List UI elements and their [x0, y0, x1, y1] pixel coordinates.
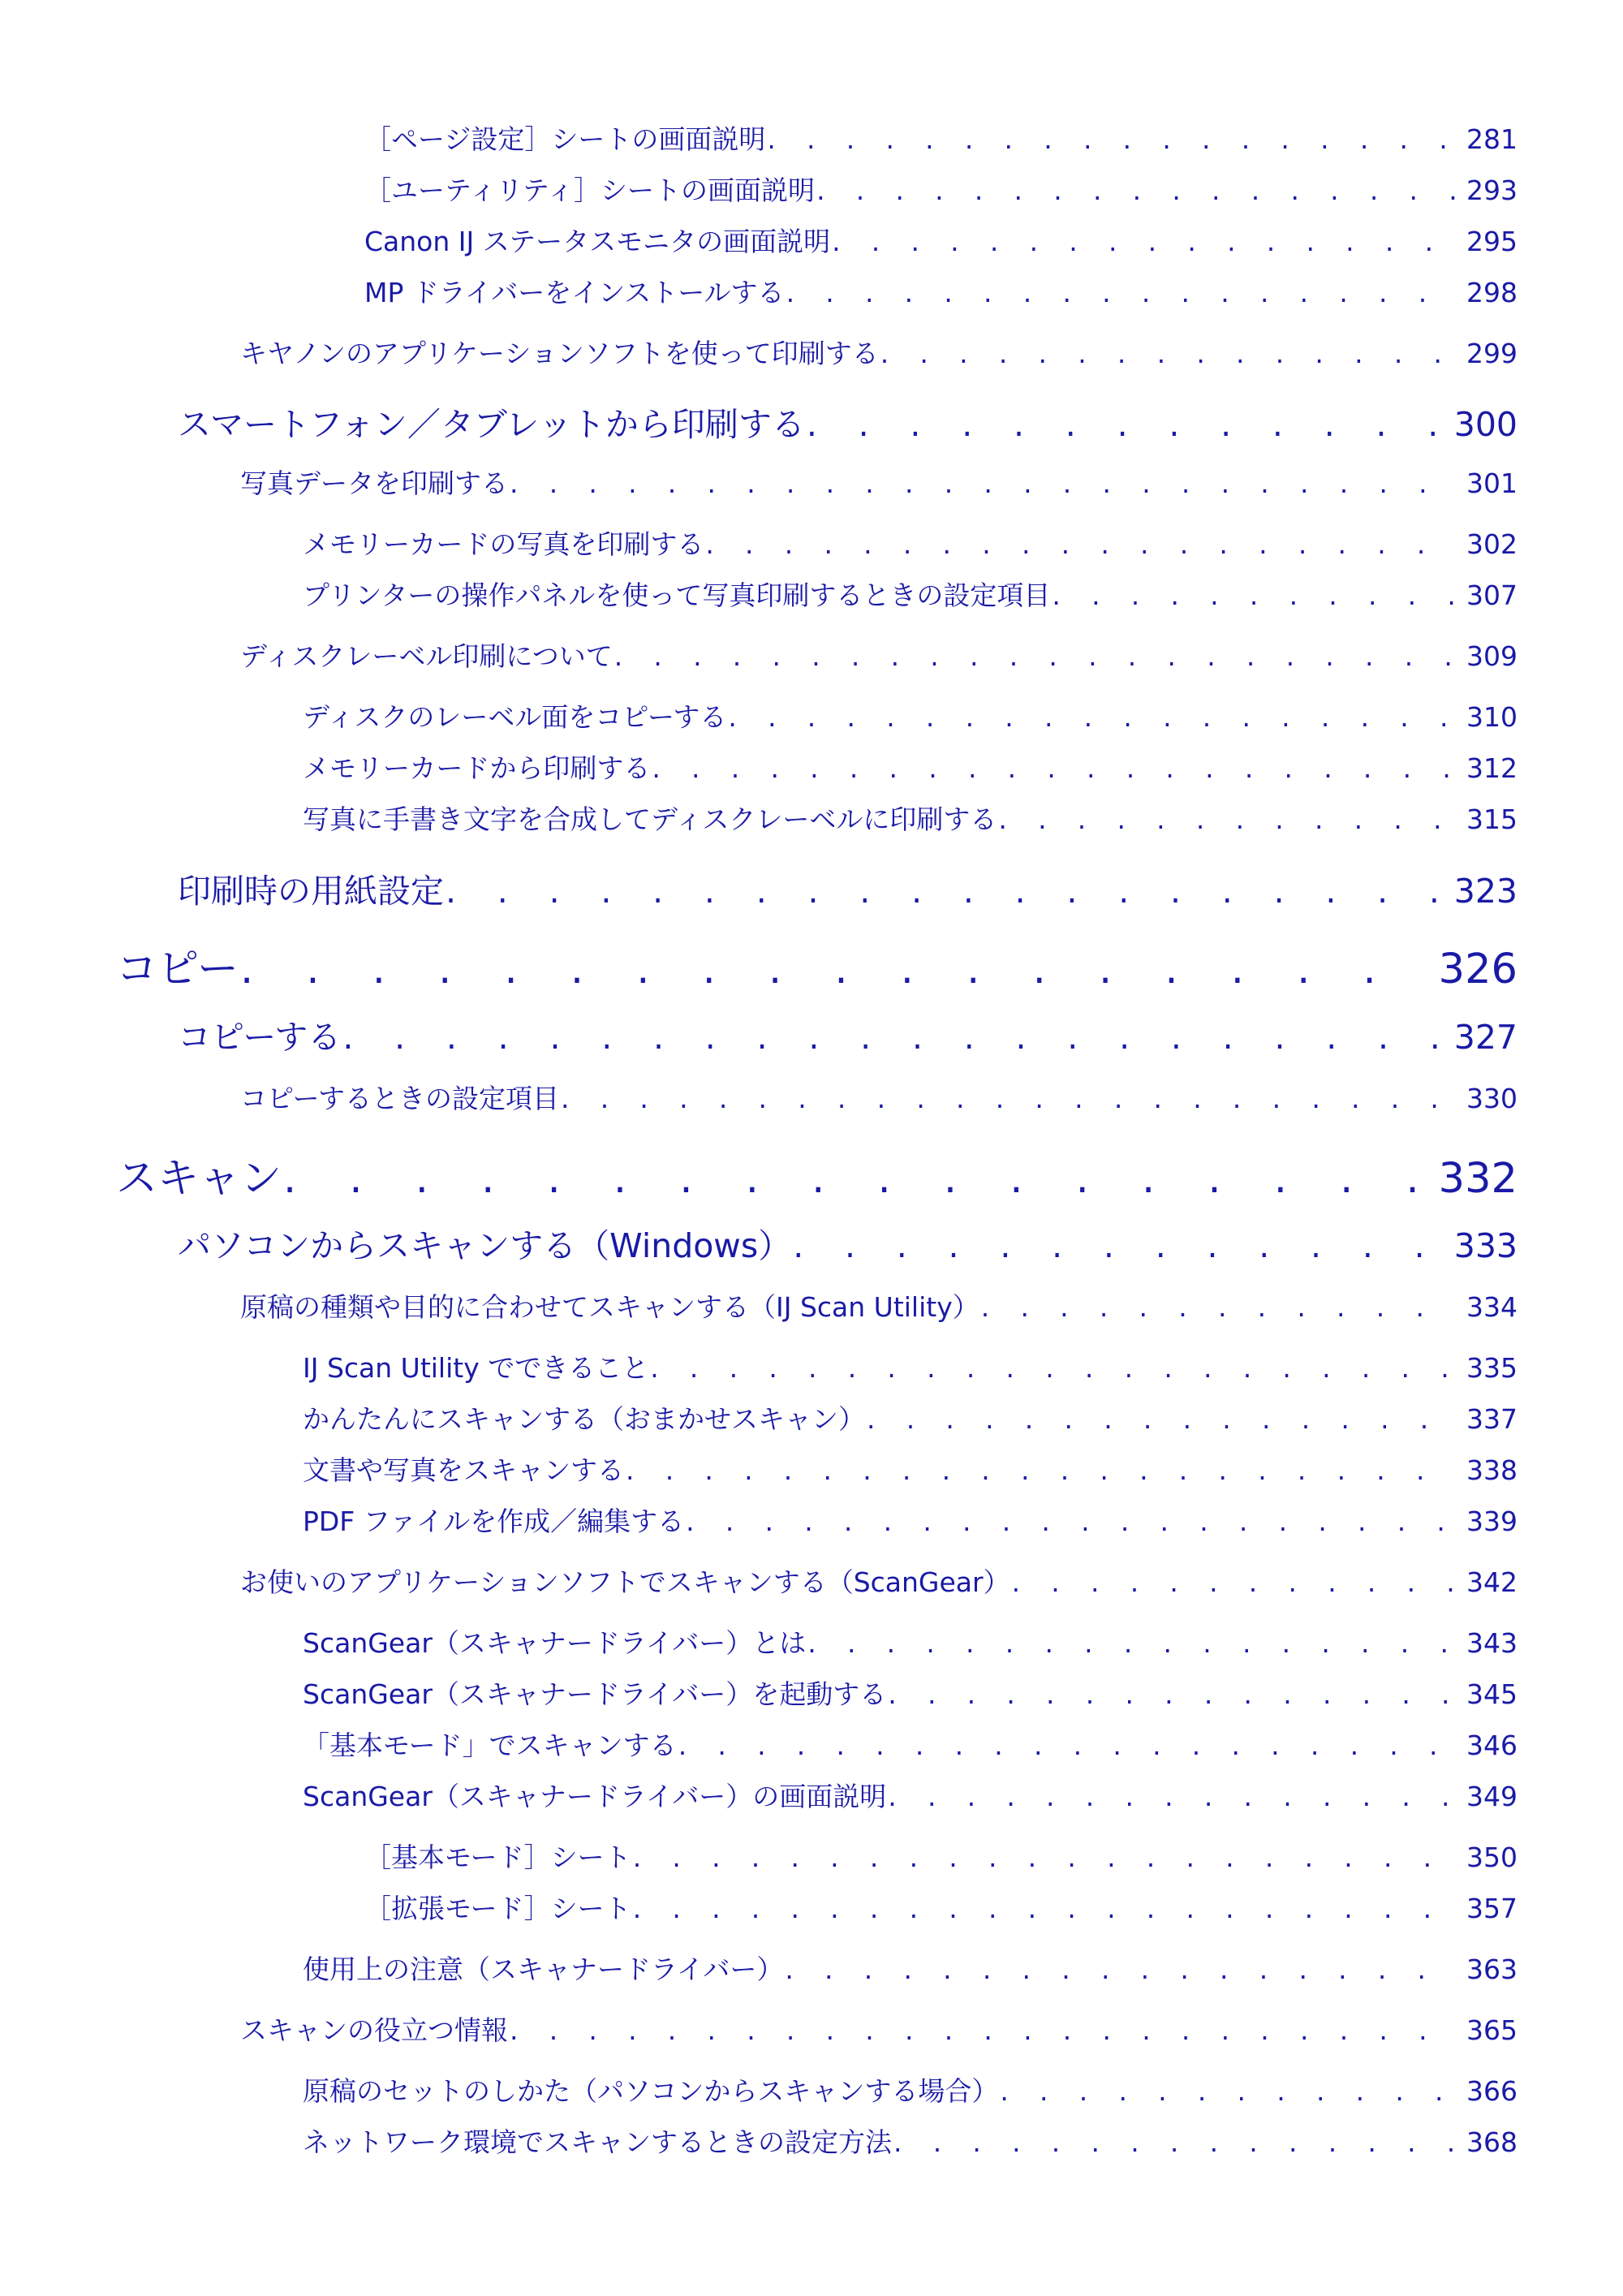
dot-leader — [893, 2126, 1455, 2158]
toc-page-number: 323 — [1453, 872, 1518, 911]
toc-entry-title: スキャン — [116, 1155, 282, 1203]
dot-leader — [998, 803, 1455, 835]
toc-page-number: 345 — [1466, 1678, 1518, 1710]
toc-entry[interactable] — [240, 1562, 1518, 1600]
dot-leader — [240, 946, 1427, 993]
toc-entry[interactable] — [303, 523, 1518, 562]
toc-page-number: 365 — [1466, 2014, 1518, 2046]
toc-entry-title: スキャンの役立つ情報 — [240, 2014, 508, 2046]
toc-page-number: 295 — [1466, 226, 1518, 257]
toc-entry-title: 文書や写真をスキャンする — [303, 1454, 624, 1486]
toc-entry[interactable] — [240, 2010, 1518, 2048]
dot-leader — [705, 528, 1455, 560]
toc-entry[interactable] — [178, 398, 1518, 446]
toc-entry-title: ScanGear（スキャナードライバー）の画面説明 — [303, 1781, 887, 1812]
dot-leader — [633, 1893, 1455, 1924]
toc-page-number: 281 — [1466, 123, 1518, 155]
toc-page-number: 338 — [1466, 1454, 1518, 1486]
dot-leader — [561, 1083, 1455, 1114]
dot-leader — [446, 872, 1443, 911]
toc-page-number: 315 — [1466, 803, 1518, 835]
toc-page-number: 350 — [1466, 1842, 1518, 1873]
toc-entry[interactable] — [116, 935, 1518, 995]
toc-page-number: 368 — [1466, 2126, 1518, 2158]
toc-page-number: 346 — [1466, 1730, 1518, 1761]
toc-entry-title: キヤノンのアプリケーションソフトを使って印刷する — [240, 338, 879, 369]
toc-entry-title: メモリーカードから印刷する — [303, 752, 651, 784]
toc-page-number: 335 — [1466, 1352, 1518, 1384]
toc-entry[interactable] — [303, 1347, 1518, 1385]
dot-leader — [1012, 1566, 1455, 1598]
toc-entry[interactable] — [303, 747, 1518, 786]
toc-entry-title: 原稿のセットのしかた（パソコンからスキャンする場合） — [303, 2075, 999, 2107]
toc-entry-title: 使用上の注意（スキャナードライバー） — [303, 1954, 784, 1985]
toc-page-number: 293 — [1466, 174, 1518, 206]
dot-leader — [342, 1018, 1442, 1057]
toc-entry-title: コピー — [116, 946, 239, 993]
toc-entry-title: MP ドライバーをインストールする — [364, 277, 785, 308]
toc-entry[interactable] — [364, 1888, 1518, 1926]
dot-leader — [728, 701, 1455, 733]
dot-leader — [686, 1506, 1455, 1537]
toc-entry-title: 印刷時の用紙設定 — [178, 872, 444, 911]
dot-leader — [793, 1226, 1443, 1265]
toc-entry[interactable] — [178, 1219, 1518, 1267]
dot-leader — [1000, 2075, 1455, 2107]
toc-entry[interactable] — [364, 118, 1518, 157]
dot-leader — [652, 752, 1455, 784]
toc-entry-title: スマートフォン／タブレットから印刷する — [178, 405, 805, 444]
dot-leader — [767, 123, 1455, 155]
toc-page-number: 301 — [1466, 467, 1518, 499]
toc-page-number: 310 — [1466, 701, 1518, 733]
dot-leader — [807, 1627, 1455, 1659]
toc-page-number: 327 — [1453, 1018, 1518, 1057]
toc-entry[interactable] — [303, 2122, 1518, 2160]
toc-entry[interactable] — [303, 1622, 1518, 1661]
toc-entry[interactable] — [303, 1450, 1518, 1488]
toc-entry[interactable] — [303, 1674, 1518, 1712]
toc-entry[interactable] — [303, 1949, 1518, 1987]
dot-leader — [614, 640, 1455, 672]
toc-entry-title: メモリーカードの写真を印刷する — [303, 528, 704, 560]
dot-leader — [816, 174, 1455, 206]
toc-entry[interactable] — [303, 1776, 1518, 1814]
dot-leader — [678, 1730, 1455, 1761]
toc-entry-title: ScanGear（スキャナードライバー）とは — [303, 1627, 807, 1659]
toc-entry-title: ［ユーティリティ］シートの画面説明 — [364, 174, 816, 206]
dot-leader — [880, 338, 1455, 369]
dot-leader — [807, 405, 1443, 444]
dot-leader — [1052, 579, 1455, 611]
toc-page-number: 337 — [1466, 1403, 1518, 1435]
toc-entry[interactable] — [303, 1398, 1518, 1437]
toc-page-number: 339 — [1466, 1506, 1518, 1537]
toc-entry-title: 原稿の種類や目的に合わせてスキャンする（IJ Scan Utility） — [240, 1291, 979, 1323]
toc-page-number: 332 — [1438, 1155, 1518, 1203]
toc-entry-title: 写真データを印刷する — [240, 467, 508, 499]
toc-entry[interactable] — [364, 221, 1518, 259]
toc-entry-title: プリンターの操作パネルを使って写真印刷するときの設定項目 — [303, 579, 1051, 611]
dot-leader — [283, 1155, 1427, 1203]
toc-page-number: 343 — [1466, 1627, 1518, 1659]
toc-entry[interactable] — [303, 799, 1518, 837]
toc-entry[interactable] — [240, 463, 1518, 501]
toc-page-number: 298 — [1466, 277, 1518, 308]
toc-page-number: 357 — [1466, 1893, 1518, 1924]
toc-entry[interactable] — [364, 272, 1518, 310]
toc-page-number: 349 — [1466, 1781, 1518, 1812]
toc-page-number: 307 — [1466, 579, 1518, 611]
toc-entry-title: お使いのアプリケーションソフトでスキャンする（ScanGear） — [240, 1566, 1010, 1598]
toc-entry-title: パソコンからスキャンする（Windows） — [178, 1226, 792, 1265]
toc-entry[interactable] — [240, 635, 1518, 674]
toc-page-number: 333 — [1453, 1226, 1518, 1265]
toc-page-number: 363 — [1466, 1954, 1518, 1985]
toc-entry-title: ディスクレーベル印刷について — [240, 640, 613, 672]
dot-leader — [888, 1678, 1455, 1710]
toc-entry-title: Canon IJ ステータスモニタの画面説明 — [364, 226, 831, 257]
dot-leader — [981, 1291, 1455, 1323]
dot-leader — [785, 1954, 1455, 1985]
toc-entry-title: PDF ファイルを作成／編集する — [303, 1506, 685, 1537]
toc-page-number: 302 — [1466, 528, 1518, 560]
dot-leader — [832, 226, 1455, 257]
toc-entry-title: かんたんにスキャンする（おまかせスキャン） — [303, 1403, 865, 1435]
toc-page-number: 330 — [1466, 1083, 1518, 1114]
toc-entry[interactable] — [303, 1501, 1518, 1539]
toc-page-number: 366 — [1466, 2075, 1518, 2107]
toc-entry-title: 「基本モード」でスキャンする — [303, 1730, 677, 1761]
toc-entry[interactable] — [364, 170, 1518, 208]
dot-leader — [510, 467, 1455, 499]
toc-entry[interactable] — [240, 1078, 1518, 1116]
toc-entry-title: ［ページ設定］シートの画面説明 — [364, 123, 766, 155]
toc-entry-title: ディスクのレーベル面をコピーする — [303, 701, 727, 733]
dot-leader — [786, 277, 1455, 308]
toc-page-number: 342 — [1466, 1566, 1518, 1598]
toc-entry[interactable] — [303, 575, 1518, 613]
toc-entry-title: ネットワーク環境でスキャンするときの設定方法 — [303, 2126, 892, 2158]
toc-entry-title: IJ Scan Utility でできること — [303, 1352, 649, 1384]
toc-entry[interactable] — [240, 333, 1518, 371]
dot-leader — [888, 1781, 1455, 1812]
toc-page-number: 334 — [1466, 1291, 1518, 1323]
toc-entry[interactable] — [240, 1286, 1518, 1325]
toc-entry[interactable] — [303, 696, 1518, 734]
toc-page-number: 300 — [1453, 405, 1518, 444]
dot-leader — [650, 1352, 1455, 1384]
dot-leader — [510, 2014, 1455, 2046]
toc-entry-title: ScanGear（スキャナードライバー）を起動する — [303, 1678, 887, 1710]
dot-leader — [867, 1403, 1455, 1435]
toc-entry[interactable] — [303, 1725, 1518, 1763]
dot-leader — [626, 1454, 1455, 1486]
toc-page-number: 326 — [1438, 946, 1518, 993]
toc-entry[interactable] — [178, 1010, 1518, 1058]
toc-entry[interactable] — [116, 1144, 1518, 1204]
toc-entry-title: コピーするときの設定項目 — [240, 1083, 560, 1114]
toc-entry[interactable] — [303, 2070, 1518, 2109]
toc-page-number: 299 — [1466, 338, 1518, 369]
toc-entry[interactable] — [178, 864, 1518, 912]
toc-entry-title: ［基本モード］シート — [364, 1842, 631, 1873]
toc-entry[interactable] — [364, 1837, 1518, 1875]
toc-entry-title: 写真に手書き文字を合成してディスクレーベルに印刷する — [303, 803, 997, 835]
toc-page-number: 309 — [1466, 640, 1518, 672]
dot-leader — [633, 1842, 1455, 1873]
toc-entry-title: コピーする — [178, 1018, 342, 1057]
toc-entry-title: ［拡張モード］シート — [364, 1893, 631, 1924]
toc-page-number: 312 — [1466, 752, 1518, 784]
